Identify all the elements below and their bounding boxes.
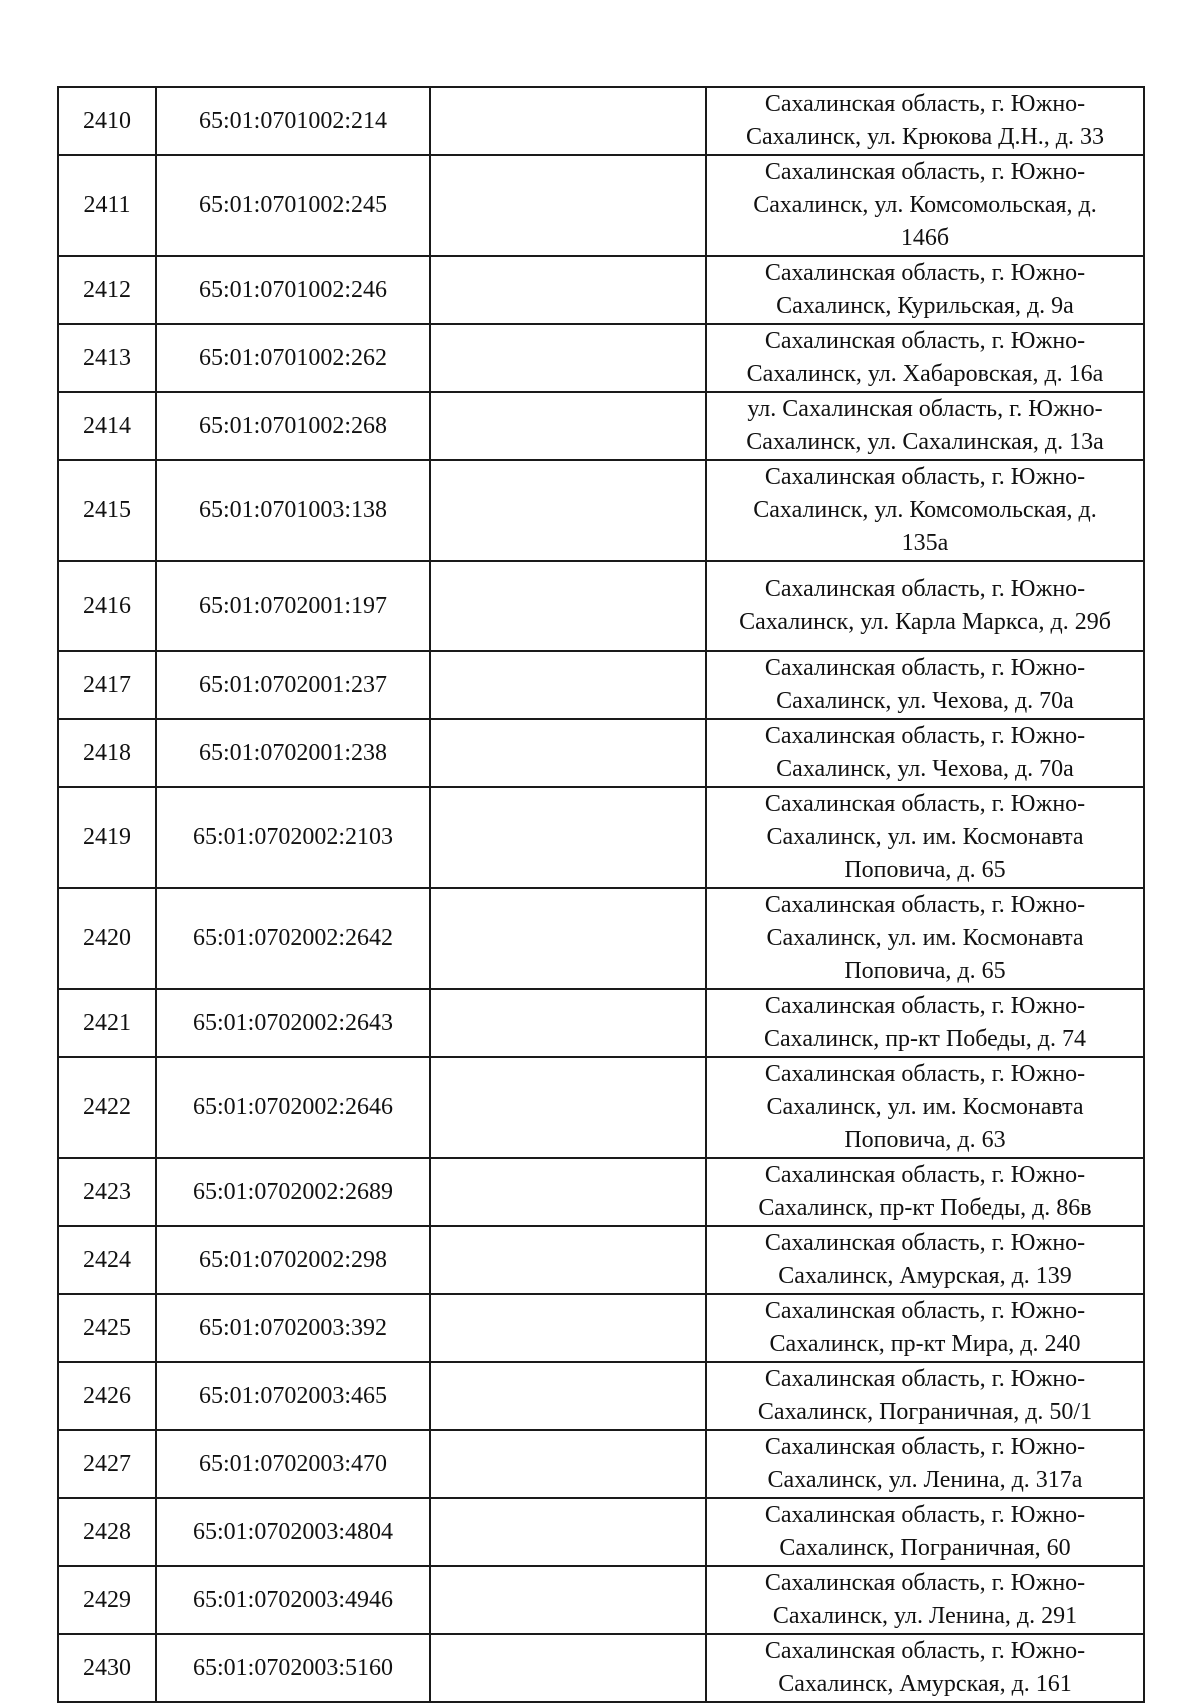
address-line: Сахалинск, Амурская, д. 139 — [778, 1263, 1072, 1289]
row-number: 2425 — [58, 1294, 156, 1362]
empty-cell — [430, 1226, 706, 1294]
table-row — [58, 888, 1144, 989]
empty-cell — [430, 719, 706, 787]
address-line: Сахалинская область, г. Южно- — [764, 91, 1086, 117]
address-cell — [706, 155, 1144, 256]
address-cell — [706, 989, 1144, 1057]
empty-cell — [430, 1498, 706, 1566]
address-line: Сахалинск, ул. Хабаровская, д. 16а — [746, 361, 1104, 387]
address-cell — [706, 561, 1144, 651]
empty-cell — [430, 1158, 706, 1226]
address-line: Сахалинск, Пограничная, 60 — [779, 1535, 1071, 1561]
cadastral-number: 65:01:0702003:5160 — [156, 1634, 430, 1702]
table-row — [58, 1226, 1144, 1294]
address-line: Сахалинская область, г. Южно- — [764, 1434, 1086, 1460]
cadastral-number: 65:01:0702002:298 — [156, 1226, 430, 1294]
empty-cell — [430, 561, 706, 651]
table-row — [58, 719, 1144, 787]
address-line: Сахалинск, ул. Сахалинская, д. 13а — [746, 429, 1104, 455]
address-line: Сахалинская область, г. Южно- — [764, 464, 1086, 490]
cadastral-number: 65:01:0702003:4946 — [156, 1566, 430, 1634]
empty-cell — [430, 392, 706, 460]
table-row — [58, 460, 1144, 561]
empty-cell — [430, 460, 706, 561]
row-number: 2411 — [58, 155, 156, 256]
address-line: Сахалинская область, г. Южно- — [764, 159, 1086, 185]
address-line: 135а — [901, 530, 949, 556]
row-number: 2417 — [58, 651, 156, 719]
cadastral-number: 65:01:0702002:2646 — [156, 1057, 430, 1158]
address-cell — [706, 1057, 1144, 1158]
empty-cell — [430, 1057, 706, 1158]
table-row — [58, 256, 1144, 324]
address-line: Сахалинская область, г. Южно- — [764, 1162, 1086, 1188]
cadastral-number: 65:01:0702003:470 — [156, 1430, 430, 1498]
address-line: Сахалинск, пр-кт Победы, д. 86в — [758, 1195, 1092, 1221]
table-row — [58, 1158, 1144, 1226]
row-number: 2430 — [58, 1634, 156, 1702]
table-row — [58, 561, 1144, 651]
address-cell — [706, 1158, 1144, 1226]
address-cell — [706, 1566, 1144, 1634]
row-number: 2429 — [58, 1566, 156, 1634]
table-row — [58, 1057, 1144, 1158]
address-cell — [706, 87, 1144, 155]
table-row — [58, 1634, 1144, 1702]
table-row — [58, 1498, 1144, 1566]
address-cell — [706, 392, 1144, 460]
address-line: Сахалинская область, г. Южно- — [764, 260, 1086, 286]
empty-cell — [430, 324, 706, 392]
address-line: Сахалинская область, г. Южно- — [764, 655, 1086, 681]
cadastral-number: 65:01:0702002:2689 — [156, 1158, 430, 1226]
address-line: Сахалинск, ул. им. Космонавта — [766, 925, 1084, 951]
address-cell — [706, 719, 1144, 787]
cadastral-number: 65:01:0701002:246 — [156, 256, 430, 324]
address-line: Сахалинская область, г. Южно- — [764, 1570, 1086, 1596]
empty-cell — [430, 888, 706, 989]
table-row — [58, 324, 1144, 392]
address-cell — [706, 1634, 1144, 1702]
address-line: Сахалинск, Пограничная, д. 50/1 — [757, 1399, 1093, 1425]
empty-cell — [430, 155, 706, 256]
empty-cell — [430, 1634, 706, 1702]
row-number: 2415 — [58, 460, 156, 561]
address-line: Сахалинск, ул. Карла Маркса, д. 29б — [739, 609, 1111, 635]
row-number: 2416 — [58, 561, 156, 651]
address-cell — [706, 460, 1144, 561]
address-line: Сахалинская область, г. Южно- — [764, 723, 1086, 749]
address-line: Сахалинск, ул. им. Космонавта — [766, 1094, 1084, 1120]
row-number: 2413 — [58, 324, 156, 392]
address-line: Сахалинская область, г. Южно- — [764, 993, 1086, 1019]
empty-cell — [430, 1362, 706, 1430]
empty-cell — [430, 1430, 706, 1498]
cadastral-number: 65:01:0702003:4804 — [156, 1498, 430, 1566]
row-number: 2414 — [58, 392, 156, 460]
row-number: 2419 — [58, 787, 156, 888]
empty-cell — [430, 787, 706, 888]
address-line: Сахалинск, ул. Ленина, д. 291 — [772, 1603, 1078, 1629]
registry-table-body — [58, 87, 1144, 1702]
row-number: 2421 — [58, 989, 156, 1057]
cadastral-number: 65:01:0701002:268 — [156, 392, 430, 460]
address-cell — [706, 787, 1144, 888]
address-line: Сахалинская область, г. Южно- — [764, 1502, 1086, 1528]
row-number: 2422 — [58, 1057, 156, 1158]
cadastral-number: 65:01:0701002:245 — [156, 155, 430, 256]
cadastral-number: 65:01:0702001:197 — [156, 561, 430, 651]
address-line: Сахалинск, ул. Крюкова Д.Н., д. 33 — [745, 124, 1105, 150]
address-line: Поповича, д. 65 — [844, 958, 1006, 984]
address-cell — [706, 1362, 1144, 1430]
address-cell — [706, 256, 1144, 324]
table-row — [58, 989, 1144, 1057]
empty-cell — [430, 256, 706, 324]
row-number: 2427 — [58, 1430, 156, 1498]
address-line: Сахалинская область, г. Южно- — [764, 1230, 1086, 1256]
address-cell — [706, 651, 1144, 719]
row-number: 2410 — [58, 87, 156, 155]
address-line: ул. Сахалинская область, г. Южно- — [747, 396, 1103, 422]
empty-cell — [430, 651, 706, 719]
address-line: Сахалинск, ул. Комсомольская, д. — [753, 192, 1097, 218]
address-line: Сахалинская область, г. Южно- — [764, 1061, 1086, 1087]
cadastral-number: 65:01:0701002:262 — [156, 324, 430, 392]
cadastral-number: 65:01:0701002:214 — [156, 87, 430, 155]
address-line: Поповича, д. 63 — [844, 1127, 1006, 1153]
address-line: 146б — [900, 225, 950, 251]
table-row — [58, 1294, 1144, 1362]
row-number: 2423 — [58, 1158, 156, 1226]
cadastral-number: 65:01:0702002:2643 — [156, 989, 430, 1057]
table-row — [58, 1430, 1144, 1498]
address-line: Сахалинская область, г. Южно- — [764, 576, 1086, 602]
table-row — [58, 651, 1144, 719]
address-cell — [706, 1430, 1144, 1498]
address-line: Сахалинск, ул. Комсомольская, д. — [753, 497, 1097, 523]
address-line: Сахалинск, пр-кт Победы, д. 74 — [764, 1026, 1086, 1052]
address-line: Сахалинская область, г. Южно- — [764, 328, 1086, 354]
address-line: Сахалинская область, г. Южно- — [764, 1366, 1086, 1392]
registry-table — [57, 86, 1145, 1703]
table-row — [58, 87, 1144, 155]
row-number: 2418 — [58, 719, 156, 787]
table-row — [58, 392, 1144, 460]
cadastral-number: 65:01:0702002:2103 — [156, 787, 430, 888]
address-cell — [706, 1226, 1144, 1294]
cadastral-number: 65:01:0702001:237 — [156, 651, 430, 719]
table-row — [58, 1566, 1144, 1634]
table-row — [58, 1362, 1144, 1430]
address-line: Сахалинск, пр-кт Мира, д. 240 — [769, 1331, 1081, 1357]
address-cell — [706, 1498, 1144, 1566]
row-number: 2426 — [58, 1362, 156, 1430]
address-line: Сахалинск, Амурская, д. 161 — [778, 1671, 1072, 1697]
address-line: Сахалинск, ул. им. Космонавта — [766, 824, 1084, 850]
address-cell — [706, 1294, 1144, 1362]
address-line: Сахалинская область, г. Южно- — [764, 892, 1086, 918]
cadastral-number: 65:01:0702003:465 — [156, 1362, 430, 1430]
address-line: Сахалинск, Курильская, д. 9а — [776, 293, 1074, 319]
empty-cell — [430, 1566, 706, 1634]
empty-cell — [430, 87, 706, 155]
empty-cell — [430, 1294, 706, 1362]
row-number: 2420 — [58, 888, 156, 989]
address-line: Сахалинская область, г. Южно- — [764, 1298, 1086, 1324]
row-number: 2428 — [58, 1498, 156, 1566]
cadastral-number: 65:01:0702002:2642 — [156, 888, 430, 989]
address-line: Сахалинск, ул. Чехова, д. 70а — [776, 756, 1074, 782]
cadastral-number: 65:01:0702001:238 — [156, 719, 430, 787]
address-line: Сахалинск, ул. Чехова, д. 70а — [776, 688, 1074, 714]
address-cell — [706, 324, 1144, 392]
row-number: 2412 — [58, 256, 156, 324]
row-number: 2424 — [58, 1226, 156, 1294]
table-row — [58, 787, 1144, 888]
empty-cell — [430, 989, 706, 1057]
address-line: Сахалинская область, г. Южно- — [764, 791, 1086, 817]
address-line: Поповича, д. 65 — [844, 857, 1006, 883]
cadastral-number: 65:01:0702003:392 — [156, 1294, 430, 1362]
address-cell — [706, 888, 1144, 989]
table-row — [58, 155, 1144, 256]
address-line: Сахалинск, ул. Ленина, д. 317а — [767, 1467, 1083, 1493]
cadastral-number: 65:01:0701003:138 — [156, 460, 430, 561]
address-line: Сахалинская область, г. Южно- — [764, 1638, 1086, 1664]
